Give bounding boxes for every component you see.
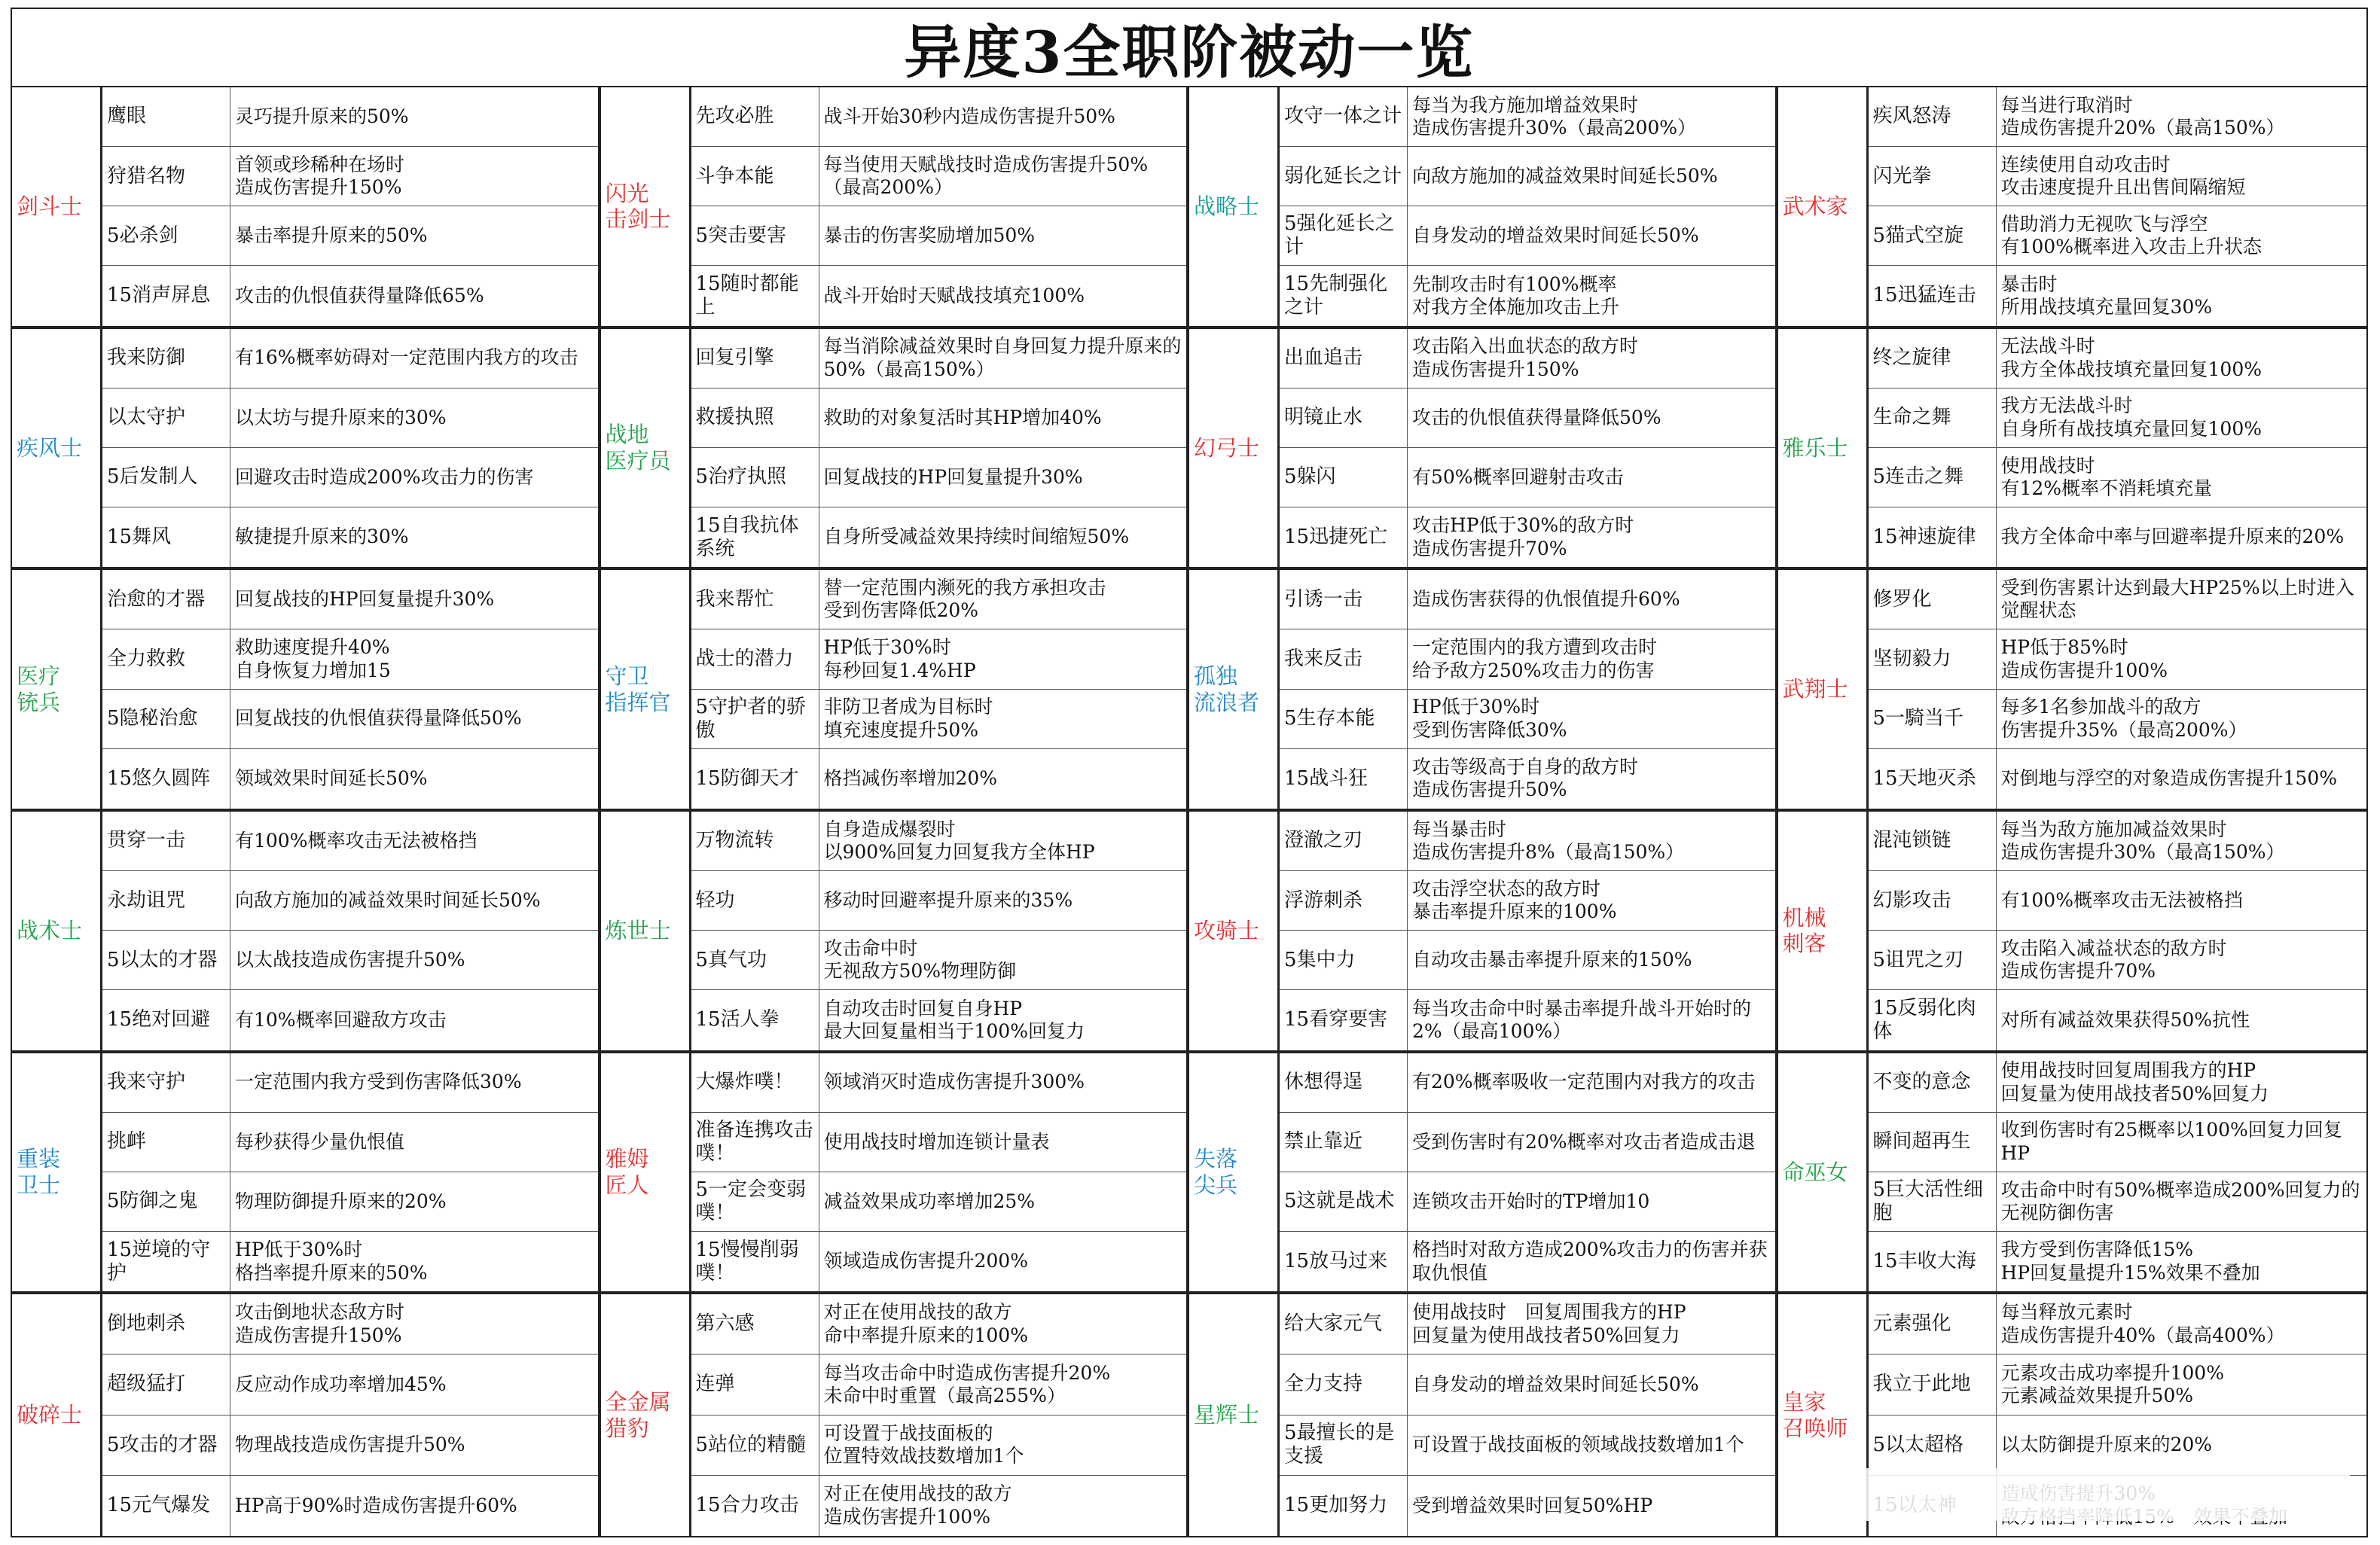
class-name-line: 武翔士 (1782, 676, 1848, 702)
skill-effect: 攻击的仇恨值获得量降低50% (1408, 389, 1775, 448)
skill-effect: 攻击的仇恨值获得量降低65% (235, 284, 484, 306)
skill-effect: 攻击浮空状态的敌方时 暴击率提升原来的100% (1408, 871, 1775, 931)
skill-effect: HP低于30%时 格挡率提升原来的50% (235, 1239, 428, 1284)
skill-name: 给大家元气 (1280, 1294, 1408, 1355)
class-block (1778, 570, 2367, 812)
skill-name: 瞬间超再生 (1869, 1113, 1997, 1172)
skill-name: 救援执照 (691, 389, 819, 448)
skill-name: 5隐秘治愈 (102, 690, 230, 749)
skill-effect: 回复战技的HP回复量提升30% (819, 448, 1187, 507)
skill-name: 5守护者的骄傲 (691, 690, 819, 749)
skill-effect: 我方全体命中率与回避率提升原来的20% (2000, 526, 2345, 548)
skill-effect: HP高于90%时造成伤害提升60% (235, 1494, 517, 1516)
skill-effect: 对倒地与浮空的对象造成伤害提升150% (2000, 767, 2337, 790)
skill-name: 15绝对回避 (102, 990, 230, 1050)
skill-effect: 每当攻击命中时造成伤害提升20% 未命中时重置（最高255%） (819, 1355, 1187, 1415)
class-name-line: 星辉士 (1194, 1402, 1260, 1428)
class-block (12, 1294, 601, 1536)
skill-effect: 物理防御提升原来的20% (230, 1172, 598, 1232)
skill-effect: 救助速度提升40% 自身恢复力增加15 (230, 629, 598, 689)
skill-effect: 连续使用自动攻击时 攻击速度提升且出售间隔缩短 (1997, 147, 2367, 206)
skill-effect: 自动攻击暴击率提升原来的150% (1408, 931, 1775, 990)
skill-effect: 以太防御提升原来的20% (1997, 1415, 2367, 1476)
skill-effect: 一定范围内的我方遭到攻击时 给予敌方250%攻击力的伤害 (1408, 629, 1775, 689)
skill-effect: 每当释放元素时 造成伤害提升40%（最高400%） (1997, 1294, 2367, 1355)
skill-effect: 每当为我方施加增益效果时 造成伤害提升30%（最高200%） (1408, 87, 1775, 147)
class-name (601, 1294, 691, 1536)
class-name-line: 皇家 (1782, 1388, 1826, 1415)
class-block (1189, 329, 1778, 571)
class-block (1189, 812, 1778, 1053)
skill-name: 5治疗执照 (691, 448, 819, 507)
skill-effect: 有10%概率回避敌方攻击 (235, 1008, 447, 1031)
skill-name: 永劫诅咒 (102, 871, 230, 931)
skill-effect: 攻击命中时 无视敌方50%物理防御 (819, 931, 1187, 990)
skill-effect: 自身造成爆裂时 以900%回复力回复我方全体HP (819, 812, 1187, 871)
class-name (1189, 1053, 1280, 1292)
skill-effect: 攻击陷入出血状态的敌方时 造成伤害提升150% (1408, 329, 1775, 389)
skill-effect: 领域效果时间延长50% (235, 767, 428, 790)
class-name (1778, 812, 1869, 1050)
class-name-line: 尖兵 (1194, 1172, 1238, 1198)
skill-name: 15先制强化之计 (1280, 266, 1408, 325)
skill-effect: 攻击倒地状态敌方时 造成伤害提升150% (230, 1294, 598, 1355)
class-name (1189, 329, 1280, 568)
skill-name: 15逆境的守护 (102, 1232, 230, 1291)
skill-effect: 战斗开始30秒内造成伤害提升50% (819, 87, 1187, 147)
skill-effect: 使用战技时 有12%概率不消耗填充量 (1997, 448, 2367, 507)
class-name-line: 医疗 (17, 663, 61, 689)
skill-name: 15消声屏息 (102, 266, 230, 325)
skill-name: 引诱一击 (1280, 570, 1408, 629)
passive-skills-sheet (11, 8, 2368, 1537)
skill-name: 15看穿要害 (1280, 990, 1408, 1050)
skill-name: 轻功 (691, 871, 819, 931)
skill-name: 战士的潜力 (691, 629, 819, 689)
skill-name: 疾风怒涛 (1869, 87, 1997, 147)
skill-effect: 自动攻击时回复自身HP 最大回复量相当于100%回复力 (823, 997, 1085, 1043)
skill-effect: 使用战技时 回复周围我方的HP 回复量为使用战技者50%回复力 (1408, 1294, 1775, 1355)
skill-effect: 有50%概率回避射击攻击 (1408, 448, 1775, 507)
skill-name: 5以太超格 (1869, 1415, 1997, 1476)
class-name (601, 1053, 691, 1292)
skill-effect: 回避攻击时造成200%攻击力的伤害 (230, 448, 598, 507)
class-block (12, 87, 601, 329)
skill-effect: 回复战技的仇恨值获得量降低50% (230, 690, 598, 749)
skill-effect: 每当攻击命中时暴击率提升战斗开始时的2%（最高100%） (1412, 997, 1752, 1043)
class-grid (12, 87, 2366, 1536)
skill-name: 我来帮忙 (691, 570, 819, 629)
skill-effect: 元素攻击成功率提升100% 元素减益效果提升50% (1997, 1355, 2367, 1415)
skill-name: 5真气功 (691, 931, 819, 990)
skill-effect: 灵巧提升原来的50% (230, 87, 598, 147)
skill-name: 贯穿一击 (102, 812, 230, 871)
skill-effect: 非防卫者成为目标时 填充速度提升50% (819, 690, 1187, 749)
skill-name: 5攻击的才器 (102, 1415, 230, 1476)
skill-effect: HP低于30%时 每秒回复1.4%HP (819, 629, 1187, 689)
skill-name: 5连击之舞 (1869, 448, 1997, 507)
class-block (1778, 87, 2367, 329)
skill-effect: 使用战技时回复周围我方的HP 回复量为使用战技者50%回复力 (1997, 1053, 2367, 1113)
class-name-line: 闪光 (605, 180, 649, 206)
skill-name: 5巨大活性细胞 (1869, 1172, 1997, 1232)
skill-effect: 有100%概率攻击无法被格挡 (230, 812, 598, 871)
class-name-line: 战术士 (17, 917, 83, 943)
skill-name: 15丰收大海 (1869, 1232, 1997, 1291)
skill-effect: 可设置于战技面板的 位置特效战技数增加1个 (819, 1415, 1187, 1476)
class-name (1778, 1053, 1869, 1292)
class-block (601, 1294, 1190, 1536)
class-name-line: 医疗员 (605, 447, 671, 474)
class-name-line: 守卫 (605, 663, 649, 689)
class-block (1189, 1294, 1778, 1536)
skill-name: 明镜止水 (1280, 389, 1408, 448)
skill-name: 5后发制人 (102, 448, 230, 507)
skill-effect: 暴击时 所用战技填充量回复30% (2000, 273, 2213, 318)
class-name (601, 570, 691, 809)
skill-name: 5防御之鬼 (102, 1172, 230, 1232)
skill-effect: 暴击的伤害奖励增加50% (819, 206, 1187, 266)
skill-name: 15合力攻击 (691, 1476, 819, 1536)
skill-name: 15反弱化肉体 (1869, 990, 1997, 1050)
skill-name: 15神速旋律 (1869, 507, 1997, 567)
class-name (1778, 87, 1869, 326)
class-name-line: 剑斗士 (17, 193, 83, 219)
skill-effect: 暴击率提升原来的50% (230, 206, 598, 266)
skill-name: 15防御天才 (691, 749, 819, 809)
class-name-line: 雅姆 (605, 1146, 649, 1172)
skill-effect: 反应动作成功率增加45% (230, 1355, 598, 1415)
class-name-line: 炼世士 (605, 917, 671, 943)
skill-effect: 受到伤害累计达到最大HP25%以上时进入觉醒状态 (1997, 570, 2367, 629)
skill-effect: 攻击命中时有50%概率造成200%回复力的无视防御伤害 (1997, 1172, 2367, 1232)
skill-effect: 救助的对象复活时其HP增加40% (819, 389, 1187, 448)
skill-name: 15元气爆发 (102, 1476, 230, 1536)
skill-name: 我来反击 (1280, 629, 1408, 689)
skill-name: 5以太的才器 (102, 931, 230, 990)
skill-name: 休想得逞 (1280, 1053, 1408, 1113)
class-name-line: 战略士 (1194, 193, 1260, 219)
skill-effect: 回复战技的HP回复量提升30% (230, 570, 598, 629)
skill-effect: 造成伤害获得的仇恨值提升60% (1408, 570, 1775, 629)
class-block (1778, 1053, 2367, 1295)
class-name (1189, 1294, 1280, 1536)
class-name-line: 猎豹 (605, 1415, 649, 1441)
skill-effect: 首领或珍稀种在场时 造成伤害提升150% (230, 147, 598, 206)
skill-name: 5强化延长之计 (1280, 206, 1408, 266)
skill-name: 全力救救 (102, 629, 230, 689)
watermark-cover (1830, 1468, 2350, 1521)
skill-name: 治愈的才器 (102, 570, 230, 629)
skill-name: 出血追击 (1280, 329, 1408, 389)
class-name (1778, 570, 1869, 809)
skill-name: 我来防御 (102, 329, 230, 389)
skill-effect: 战斗开始时天赋战技填充100% (823, 284, 1085, 306)
skill-effect: 有16%概率妨碍对一定范围内我方的攻击 (230, 329, 598, 389)
skill-effect: 每当使用天赋战技时造成伤害提升50%（最高200%） (819, 147, 1187, 206)
class-name-line: 召唤师 (1782, 1415, 1848, 1441)
skill-effect: 我方受到伤害降低15% HP回复量提升15%效果不叠加 (2000, 1239, 2260, 1284)
skill-effect: 攻击HP低于30%的敌方时 造成伤害提升70% (1412, 514, 1634, 559)
skill-name: 15放马过来 (1280, 1232, 1408, 1291)
skill-name: 连弹 (691, 1355, 819, 1415)
skill-effect: 自身发动的增益效果时间延长50% (1408, 206, 1775, 266)
class-name-line: 铳兵 (17, 689, 61, 715)
skill-name: 大爆炸噗！ (691, 1053, 819, 1113)
skill-effect: 格挡时对敌方造成200%攻击力的伤害并获取仇恨值 (1412, 1239, 1768, 1284)
skill-name: 超级猛打 (102, 1355, 230, 1415)
skill-effect: 每多1名参加战斗的敌方 伤害提升35%（最高200%） (1997, 690, 2367, 749)
skill-name: 5生存本能 (1280, 690, 1408, 749)
class-block (601, 329, 1190, 571)
skill-name: 不变的意念 (1869, 1053, 1997, 1113)
skill-effect: 借助消力无视吹飞与浮空 有100%概率进入攻击上升状态 (1997, 206, 2367, 266)
skill-name: 斗争本能 (691, 147, 819, 206)
skill-name: 倒地刺杀 (102, 1294, 230, 1355)
skill-name: 5一騎当千 (1869, 690, 1997, 749)
skill-name: 5躲闪 (1280, 448, 1408, 507)
skill-effect: 我方无法战斗时 自身所有战技填充量回复100% (1997, 389, 2367, 448)
class-name-line: 机械 (1782, 904, 1826, 931)
skill-name: 闪光拳 (1869, 147, 1997, 206)
skill-effect: 每秒获得少量仇恨值 (230, 1113, 598, 1172)
class-block (12, 1053, 601, 1295)
class-name (601, 329, 691, 568)
class-name (12, 329, 102, 568)
skill-name: 坚韧毅力 (1869, 629, 1997, 689)
skill-effect: 向敌方施加的减益效果时间延长50% (1408, 147, 1775, 206)
class-name (1189, 87, 1280, 326)
class-name (601, 87, 691, 326)
class-name-line: 破碎士 (17, 1402, 83, 1428)
class-name-line: 攻骑士 (1194, 917, 1260, 943)
skill-effect: 向敌方施加的减益效果时间延长50% (230, 871, 598, 931)
class-name-line: 重装 (17, 1146, 61, 1172)
skill-name: 5猫式空旋 (1869, 206, 1997, 266)
page-title: 异度3全职阶被动一览 (12, 9, 2366, 87)
class-block (12, 812, 601, 1053)
skill-effect: 对正在使用战技的敌方 命中率提升原来的100% (819, 1294, 1187, 1355)
class-name-line: 击剑士 (605, 206, 671, 233)
skill-name: 15活人拳 (691, 990, 819, 1050)
class-name (1189, 812, 1280, 1050)
skill-name: 鹰眼 (102, 87, 230, 147)
skill-name: 狩猎名物 (102, 147, 230, 206)
skill-name: 5一定会变弱噗！ (691, 1172, 819, 1232)
skill-effect: 每当进行取消时 造成伤害提升20%（最高150%） (1997, 87, 2367, 147)
skill-name: 先攻必胜 (691, 87, 819, 147)
skill-name: 15随时都能上 (691, 266, 819, 325)
skill-name: 禁止靠近 (1280, 1113, 1408, 1172)
skill-effect: 格挡减伤率增加20% (823, 767, 998, 790)
skill-name: 15慢慢削弱噗！ (691, 1232, 819, 1291)
skill-effect: 每当暴击时 造成伤害提升8%（最高150%） (1408, 812, 1775, 871)
skill-effect: 对正在使用战技的敌方 造成伤害提升100% (823, 1483, 1012, 1528)
skill-name: 浮游刺杀 (1280, 871, 1408, 931)
skill-name: 5站位的精髓 (691, 1415, 819, 1476)
class-name (1778, 329, 1869, 568)
skill-effect: 以太战技造成伤害提升50% (230, 931, 598, 990)
class-name-line: 失落 (1194, 1146, 1238, 1172)
skill-effect: HP低于30%时 受到伤害降低30% (1408, 690, 1775, 749)
skill-effect: 有100%概率攻击无法被格挡 (1997, 871, 2367, 931)
class-block (1778, 812, 2367, 1053)
skill-name: 15舞风 (102, 507, 230, 567)
skill-effect: 攻击陷入减益状态的敌方时 造成伤害提升70% (1997, 931, 2367, 990)
skill-effect: 攻击等级高于自身的敌方时 造成伤害提升50% (1412, 755, 1639, 801)
skill-effect: 先制攻击时有100%概率 对我方全体施加攻击上升 (1412, 273, 1620, 318)
class-block (1189, 87, 1778, 329)
skill-name: 万物流转 (691, 812, 819, 871)
skill-effect: 自身发动的增益效果时间延长50% (1408, 1355, 1775, 1415)
class-name (12, 1053, 102, 1292)
skill-name: 生命之舞 (1869, 389, 1997, 448)
class-name-line: 指挥官 (605, 689, 671, 715)
class-name-line: 命巫女 (1782, 1159, 1848, 1185)
skill-effect: 每当消除减益效果时自身回复力提升原来的50%（最高150%） (819, 329, 1187, 389)
skill-name: 终之旋律 (1869, 329, 1997, 389)
skill-name: 以太守护 (102, 389, 230, 448)
skill-name: 修罗化 (1869, 570, 1997, 629)
class-name (601, 812, 691, 1050)
class-name (12, 812, 102, 1050)
class-block (1189, 570, 1778, 812)
class-block (12, 329, 601, 571)
class-name-line: 刺客 (1782, 931, 1826, 957)
skill-name: 5最擅长的是支援 (1280, 1415, 1408, 1476)
skill-effect: 领域消灭时造成伤害提升300% (819, 1053, 1187, 1113)
class-name-line: 流浪者 (1194, 689, 1260, 715)
skill-name: 我立于此地 (1869, 1355, 1997, 1415)
skill-name: 元素强化 (1869, 1294, 1997, 1355)
skill-name: 回复引擎 (691, 329, 819, 389)
skill-name: 5诅咒之刃 (1869, 931, 1997, 990)
skill-name: 15天地灭杀 (1869, 749, 1997, 809)
class-block (12, 570, 601, 812)
class-name-line: 疾风士 (17, 434, 83, 461)
skill-name: 第六感 (691, 1294, 819, 1355)
skill-name: 15战斗狂 (1280, 749, 1408, 809)
class-name-line: 武术家 (1782, 193, 1848, 219)
class-name-line: 雅乐士 (1782, 434, 1848, 461)
skill-name: 5突击要害 (691, 206, 819, 266)
class-name (12, 87, 102, 326)
skill-name: 15迅猛连击 (1869, 266, 1997, 325)
skill-name: 混沌锁链 (1869, 812, 1997, 871)
skill-name: 15更加努力 (1280, 1476, 1408, 1536)
skill-name: 弱化延长之计 (1280, 147, 1408, 206)
class-name-line: 卫士 (17, 1172, 61, 1198)
skill-name: 15自我抗体系统 (691, 507, 819, 567)
class-name-line: 全金属 (605, 1388, 671, 1415)
skill-name: 攻守一体之计 (1280, 87, 1408, 147)
skill-effect: 领域造成伤害提升200% (823, 1250, 1028, 1272)
skill-effect: 收到伤害时有25概率以100%回复力回复HP (1997, 1113, 2367, 1172)
skill-effect: 对所有减益效果获得50%抗性 (2000, 1008, 2250, 1031)
skill-effect: 受到增益效果时回复50%HP (1412, 1494, 1653, 1516)
skill-effect: 自身所受减益效果持续时间缩短50% (823, 526, 1130, 548)
class-block (1189, 1053, 1778, 1295)
class-name-line: 幻弓士 (1194, 434, 1260, 461)
skill-name: 准备连携攻击噗！ (691, 1113, 819, 1172)
class-name (12, 570, 102, 809)
skill-name: 我来守护 (102, 1053, 230, 1113)
skill-effect: 连锁攻击开始时的TP增加10 (1408, 1172, 1775, 1232)
skill-effect: 物理战技造成伤害提升50% (230, 1415, 598, 1476)
class-block (601, 1053, 1190, 1295)
skill-name: 5必杀剑 (102, 206, 230, 266)
class-block (601, 812, 1190, 1053)
class-name-line: 战地 (605, 422, 649, 448)
class-name-line: 匠人 (605, 1172, 649, 1198)
skill-effect: 以太坊与提升原来的30% (230, 389, 598, 448)
skill-effect: 无法战斗时 我方全体战技填充量回复100% (1997, 329, 2367, 389)
skill-effect: 替一定范围内濒死的我方承担攻击 受到伤害降低20% (819, 570, 1187, 629)
skill-effect: 敏捷提升原来的30% (235, 526, 409, 548)
skill-effect: 移动时回避率提升原来的35% (819, 871, 1187, 931)
class-name-line: 孤独 (1194, 663, 1238, 689)
class-block (1778, 329, 2367, 571)
skill-effect: HP低于85%时 造成伤害提升100% (1997, 629, 2367, 689)
skill-name: 15悠久圆阵 (102, 749, 230, 809)
skill-effect: 每当为敌方施加减益效果时 造成伤害提升30%（最高150%） (1997, 812, 2367, 871)
skill-effect: 有20%概率吸收一定范围内对我方的攻击 (1408, 1053, 1775, 1113)
class-block (601, 570, 1190, 812)
skill-effect: 减益效果成功率增加25% (819, 1172, 1187, 1232)
skill-name: 5这就是战术 (1280, 1172, 1408, 1232)
skill-name: 幻影攻击 (1869, 871, 1997, 931)
skill-effect: 可设置于战技面板的领域战技数增加1个 (1408, 1415, 1775, 1476)
skill-name: 5集中力 (1280, 931, 1408, 990)
class-name (1189, 570, 1280, 809)
class-name (12, 1294, 102, 1536)
skill-effect: 一定范围内我方受到伤害降低30% (230, 1053, 598, 1113)
class-block (601, 87, 1190, 329)
skill-name: 挑衅 (102, 1113, 230, 1172)
skill-name: 15迅捷死亡 (1280, 507, 1408, 567)
skill-effect: 使用战技时增加连锁计量表 (819, 1113, 1187, 1172)
skill-name: 全力支持 (1280, 1355, 1408, 1415)
skill-name: 澄澈之刃 (1280, 812, 1408, 871)
skill-effect: 受到伤害时有20%概率对攻击者造成击退 (1408, 1113, 1775, 1172)
